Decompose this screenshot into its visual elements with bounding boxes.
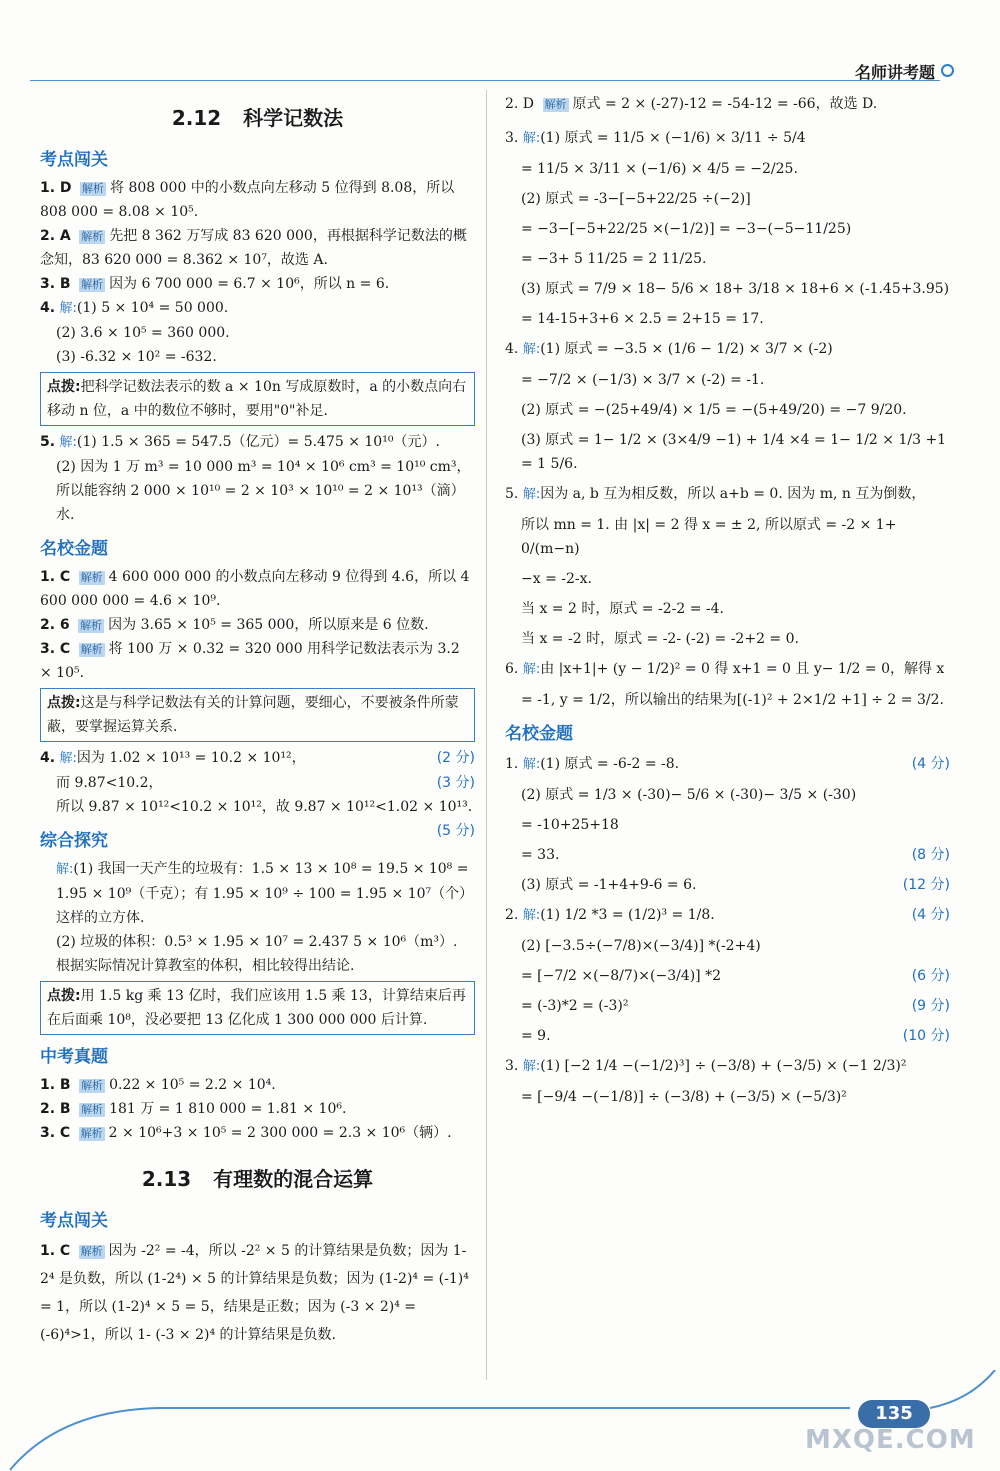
answer-item: 3. C 解析 将 100 万 × 0.32 = 320 000 用科学记数法表示为 3.2 × 10⁵. (40, 641, 460, 681)
answer-item: 5. 解:因为 a, b 互为相反数，所以 a+b = 0. 因为 m, n 互为倒数， (505, 486, 926, 502)
equation-line: = [−9/4 −(−1/8)] ÷ (−3/8) + (−3/5) × (−5/3)² (521, 1089, 847, 1105)
answer-item: 1. B 解析 0.22 × 10⁵ = 2.2 × 10⁴. (40, 1077, 276, 1093)
equation-line: = 9. (10 分) (521, 1028, 950, 1044)
equation-line: = 14-15+3+6 × 2.5 = 2+15 = 17. (521, 311, 764, 327)
answer-line: 而 9.87<10.2， (3 分) (56, 775, 475, 791)
equation-line: = 11/5 × 3/11 × (−1/6) × 4/5 = −2/25. (521, 161, 798, 177)
equation-line: = 33. (8 分) (521, 847, 950, 863)
answer-item: 3. 解:(1) [−2 1/4 −(−1/2)³] ÷ (−3/8) + (−3/5) × (−1 2/3)² (505, 1058, 907, 1074)
page-curve-decoration (0, 1370, 1000, 1471)
equation-line: (3) 原式 = -1+4+9-6 = 6. (12 分) (521, 877, 950, 893)
answer-line: (2) 垃圾的体积：0.5³ × 1.95 × 10⁷ = 2.437 5 × 10⁶（m³）. 根据实际情况计算教室的体积，相比较得出结论. (56, 934, 458, 974)
tip-box: 点拨:把科学记数法表示的数 a × 10n 写成原数时，a 的小数点向右移动 n 位，a 中的数位不够时，要用"0"补足. (40, 372, 475, 426)
running-header: 名师讲考题 (854, 63, 935, 82)
answer-item: 2. A 解析 先把 8 362 万写成 83 620 000，再根据科学记数法的概念知，83 620 000 = 8.362 × 10⁷，故选 A. (40, 228, 467, 268)
answer-item: 4. 解:因为 1.02 × 10¹³ = 10.2 × 10¹²， (2 分) (40, 750, 475, 766)
answer-line: (2) 3.6 × 10⁵ = 360 000. (56, 325, 230, 341)
page-number: 135 (858, 1400, 930, 1428)
answer-item: 2. B 解析 181 万 = 1 810 000 = 1.81 × 10⁶. (40, 1101, 347, 1117)
answer-line: 解:(1) 我国一天产生的垃圾有：1.5 × 13 × 10⁸ = 19.5 × 10⁸ = 1.95 × 10⁹（千克）；有 1.95 × 10⁹ ÷ 100 = 1.95 × 10⁷（个）这样的立方体. (56, 861, 474, 926)
answer-item: 1. 解:(1) 原式 = -6-2 = -8. (4 分) (505, 756, 950, 772)
answer-item: 3. C 解析 2 × 10⁶+3 × 10⁵ = 2 300 000 = 2.3 × 10⁶（辆）. (40, 1125, 452, 1141)
tip-box: 点拨:用 1.5 kg 乘 13 亿时，我们应该用 1.5 乘 13，计算结束后再在后面乘 10⁸，没必要把 13 亿化成 1 300 000 000 后计算. (40, 981, 475, 1035)
answer-item: 5. 解:(1) 1.5 × 365 = 547.5（亿元）= 5.475 × 10¹⁰（元）. (40, 434, 440, 450)
circle-icon (941, 64, 954, 77)
equation-line: = -10+25+18 (521, 817, 619, 833)
equation-line: (2) 原式 = 1/3 × (-30)− 5/6 × (-30)− 3/5 × (-30) (521, 787, 857, 803)
equation-line: (2) 原式 = -3−[−5+22/25 ÷(−2)] (521, 191, 751, 207)
answer-item: 2. D 解析 原式 = 2 × (-27)-12 = -54-12 = -66，故选 D. (505, 96, 878, 112)
answer-item: 1. D 解析 将 808 000 中的小数点向左移动 5 位得到 8.08，所以 808 000 = 8.08 × 10⁵. (40, 180, 455, 220)
equation-line: (2) 原式 = −(25+49/4) × 1/5 = −(5+49/20) = −7 9/20. (521, 402, 907, 418)
left-column (40, 92, 475, 1349)
equation-line: = −7/2 × (−1/3) × 3/7 × (-2) = -1. (521, 372, 765, 388)
equation-line: −x = -2-x. (521, 571, 592, 587)
equation-line: (3) 原式 = 7/9 × 18− 5/6 × 18+ 3/18 × 18+6 × (-1.45+3.95) (521, 281, 950, 297)
equation-line: = -1, y = 1/2，所以输出的结果为[(-1)² + 2×1/2 +1] ÷ 2 = 3/2. (521, 692, 944, 708)
answer-item: 2. 6 解析 因为 3.65 × 10⁵ = 365 000，所以原来是 6 位数. (40, 617, 429, 633)
equation-line: (3) 原式 = 1− 1/2 × (3×4/9 −1) + 1/4 ×4 = 1− 1/2 × 1/3 +1 = 1 5/6. (521, 432, 947, 472)
answer-item: 4. 解:(1) 原式 = −3.5 × (1/6 − 1/2) × 3/7 × (-2) (505, 341, 833, 357)
equation-line: (2) [−3.5÷(−7/8)×(−3/4)] *(-2+4) (521, 938, 761, 954)
section-title-2-12: 2.12 科学记数法 (171, 106, 344, 130)
section-title-2-13: 2.13 有理数的混合运算 (141, 1167, 374, 1191)
subheading-mingxiao-2: 名校金题 (505, 724, 573, 744)
answer-item: 2. 解:(1) 1/2 *3 = (1/2)³ = 1/8. (4 分) (505, 907, 950, 923)
answer-item: 3. B 解析 因为 6 700 000 = 6.7 × 10⁶，所以 n = 6. (40, 276, 390, 292)
subheading-kaodian-2: 考点闯关 (40, 1211, 108, 1231)
equation-line: = −3−[−5+22/25 ×(−1/2)] = −3−(−5−11/25) (521, 221, 852, 237)
subheading-zhongkao: 中考真题 (40, 1047, 108, 1067)
answer-line: 所以 9.87 × 10¹²<10.2 × 10¹²，故 9.87 × 10¹²<1.02 × 10¹³. (5 分) (56, 799, 475, 839)
equation-line: = [−7/2 ×(−8/7)×(−3/4)] *2 (6 分) (521, 968, 950, 984)
watermark: MXQE.COM (805, 1425, 976, 1455)
right-column (505, 92, 950, 1115)
answer-line: (2) 因为 1 万 m³ = 10 000 m³ = 10⁴ × 10⁶ cm³ = 10¹⁰ cm³，所以能容纳 2 000 × 10¹⁰ = 2 × 10³ × 10¹⁰ = 2 × 10¹³（滴）水. (56, 459, 471, 523)
answer-line: (3) -6.32 × 10² = -632. (56, 349, 217, 365)
equation-line: 所以 mn = 1. 由 |x| = 2 得 x = ± 2, 所以原式 = -2 × 1+ 0/(m−n) (521, 517, 897, 557)
equation-line: = −3+ 5 11/25 = 2 11/25. (521, 251, 707, 267)
answer-item: 4. 解:(1) 5 × 10⁴ = 50 000. (40, 300, 229, 316)
subheading-zonghe: 综合探究 (40, 831, 108, 851)
subheading-kaodian: 考点闯关 (40, 150, 108, 170)
equation-line: = (-3)*2 = (-3)² (9 分) (521, 998, 950, 1014)
header-rule (30, 80, 940, 81)
tip-box: 点拨:这是与科学记数法有关的计算问题，要细心，不要被条件所蒙蔽，要掌握运算关系. (40, 688, 475, 742)
answer-item: 1. C 解析 4 600 000 000 的小数点向左移动 9 位得到 4.6，所以 4 600 000 000 = 4.6 × 10⁹. (40, 569, 470, 609)
column-divider (486, 90, 487, 1380)
answer-item: 1. C 解析 因为 -2² = -4，所以 -2² × 5 的计算结果是负数；因为 1-2⁴ 是负数，所以 (1-2⁴) × 5 的计算结果是负数；因为 (1-2)⁴ = (-1)⁴ = 1，所以 (1-2)⁴ × 5 = 5，结果是正数；因为 (-3 × 2)⁴ = (-6)⁴>1，所以 1- (-3 × 2)⁴ 的计算结果是负数. (40, 1243, 469, 1343)
equation-line: 当 x = 2 时，原式 = -2-2 = -4. (521, 601, 724, 617)
equation-line: 当 x = -2 时，原式 = -2- (-2) = -2+2 = 0. (521, 631, 799, 647)
answer-item: 6. 解:由 |x+1|+ (y − 1/2)² = 0 得 x+1 = 0 且 y− 1/2 = 0，解得 x (505, 661, 945, 677)
answer-item: 3. 解:(1) 原式 = 11/5 × (−1/6) × 3/11 ÷ 5/4 (505, 130, 806, 146)
subheading-mingxiao: 名校金题 (40, 539, 108, 559)
